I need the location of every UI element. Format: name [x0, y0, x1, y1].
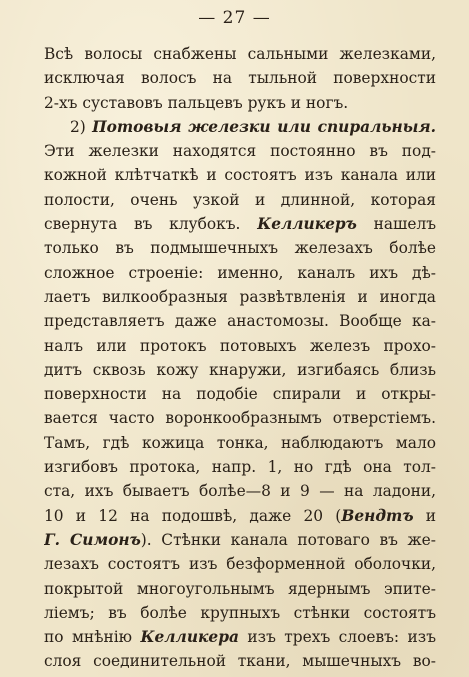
author-name: Келликера: [140, 628, 239, 647]
text-line-4: [44, 115, 436, 139]
text-fragment: ). Стѣнки канала потоваго въ же-: [140, 530, 436, 549]
text-line-21: [44, 528, 436, 552]
text-line-23: покрытой многоугольнымъ ядернымъ эпите-: [44, 579, 436, 598]
text-fragment: нашелъ: [356, 215, 436, 234]
author-name: Келликеръ: [257, 215, 357, 234]
text-line-9: только въ подмышечныхъ железахъ болѣе: [44, 239, 436, 258]
author-name: Вендтъ: [341, 506, 414, 525]
text-line-19: ста, ихъ бываетъ болѣе—8 и 9 — на ладони,: [44, 482, 436, 501]
text-line-24: ліемъ; въ болѣе крупныхъ стѣнки состоятъ: [44, 603, 436, 622]
text-line-22: лезахъ состоятъ изъ безформенной оболочки,: [44, 555, 436, 574]
text-line-1: Всѣ волосы снабжены сальными железками,: [44, 45, 436, 63]
text-line-11: лаетъ вилкообразныя развѣтвленія и иногда: [44, 287, 436, 306]
body-text: [44, 42, 436, 674]
text-line-5: Эти железки находятся постоянно въ под-: [44, 142, 436, 161]
section-heading: Потовыя железки или спиральныя.: [92, 117, 436, 136]
text-fragment: и: [413, 506, 436, 525]
text-line-14: дитъ сквозь кожу кнаружи, изгибаясь близь: [44, 360, 436, 379]
text-line-7: полости, очень узкой и длинной, которая: [44, 190, 436, 209]
text-line-10: сложное строеніе: именно, каналъ ихъ дѣ-: [44, 263, 436, 282]
text-fragment: изъ трехъ слоевъ: изъ: [238, 628, 436, 647]
text-line-15: поверхности на подобіе спирали и откры-: [44, 385, 436, 404]
author-name: Г. Симонъ: [44, 530, 141, 549]
text-fragment: 10 и 12 на подошвѣ, даже 20 (: [44, 506, 342, 525]
text-line-12: представляетъ даже анастомозы. Вообще ка-: [44, 312, 436, 331]
text-fragment: свернута въ клубокъ.: [44, 215, 258, 234]
list-number: 2): [70, 117, 93, 136]
text-line-8: [44, 212, 436, 236]
text-line-26: слоя соединительной ткани, мышечныхъ во-: [44, 652, 436, 671]
text-line-17: Тамъ, гдѣ кожица тонка, наблюдаютъ мало: [44, 433, 436, 452]
text-line-20: [44, 504, 436, 528]
text-line-18: изгибовъ протока, напр. 1, но гдѣ она тол-: [44, 458, 436, 477]
text-line-25: [44, 625, 436, 649]
text-line-2: исключая волосъ на тыльной поверхности: [44, 69, 436, 88]
text-line-13: налъ или протокъ потовыхъ железъ прохо-: [44, 336, 436, 355]
text-line-6: кожной клѣтчаткѣ и состоятъ изъ канала или: [44, 166, 436, 185]
page-number: — 27 —: [198, 8, 271, 28]
text-fragment: по мнѣнію: [44, 628, 141, 647]
text-line-16: вается часто воронкообразнымъ отверстіемъ.: [44, 409, 436, 428]
text-line-3: 2-хъ суставовъ пальцевъ рукъ и ногъ.: [44, 93, 349, 112]
